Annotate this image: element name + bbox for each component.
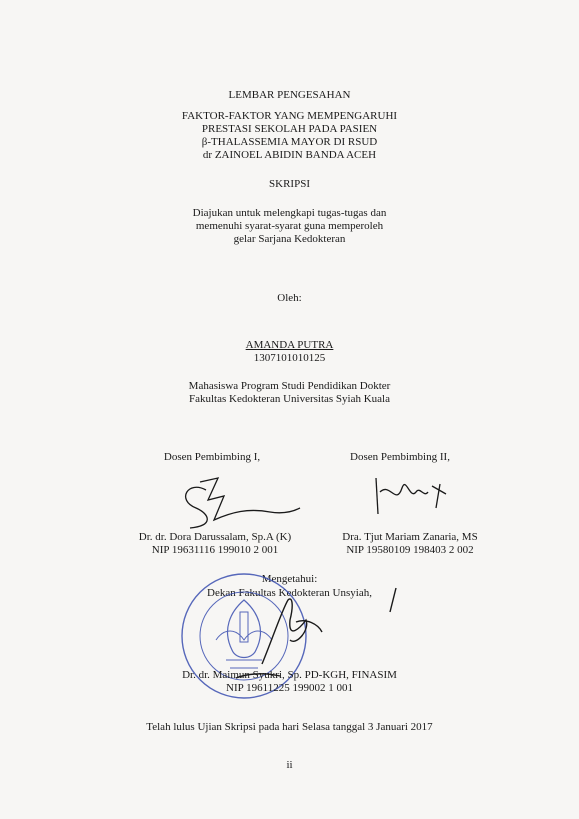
- signature-dean: [236, 588, 396, 678]
- author-nim: 1307101010125: [253, 352, 326, 364]
- thesis-title-line: dr ZAINOEL ABIDIN BANDA ACEH: [202, 149, 377, 161]
- by-label: Oleh:: [277, 292, 302, 304]
- document-type: SKRIPSI: [269, 178, 310, 190]
- supervisor-2-nip: NIP 19580109 198403 2 002: [346, 544, 474, 556]
- dean-name: Dr. dr. Maimun Syukri, Sp. PD-KGH, FINASIM: [182, 669, 397, 681]
- supervisor-1-nip: NIP 19631116 199010 2 001: [151, 544, 279, 556]
- thesis-title-line: PRESTASI SEKOLAH PADA PASIEN: [201, 123, 378, 135]
- page-title: LEMBAR PENGESAHAN: [228, 89, 351, 101]
- signature-supervisor-2: [376, 478, 446, 514]
- author-affiliation: Mahasiswa Program Studi Pendidikan Dokter Fakultas Kedokteran Universitas Syiah Kuala: [188, 380, 391, 405]
- author-name: AMANDA PUTRA: [245, 339, 334, 351]
- dean-nip: NIP 19611225 199002 1 001: [226, 682, 353, 694]
- purpose-statement: Diajukan untuk melengkapi tugas-tugas dan memenuhi syarat-syarat guna memperoleh gelar Sarjana Kedokteran: [192, 207, 387, 245]
- dean-block: [0, 669, 579, 695]
- signature-supervisor-1: [186, 478, 300, 528]
- supervisor-1-name: Dr. dr. Dora Darussalam, Sp.A (K): [138, 531, 292, 543]
- page-number: ii: [286, 759, 293, 771]
- passed-statement: Telah lulus Ujian Skripsi pada hari Selasa tanggal 3 Januari 2017: [146, 721, 433, 733]
- supervisor-1-label: Dosen Pembimbing I,: [163, 451, 261, 463]
- dean-label: Dekan Fakultas Kedokteran Unsyiah,: [207, 587, 372, 599]
- thesis-title-line: FAKTOR-FAKTOR YANG MEMPENGARUHI: [181, 110, 398, 122]
- supervisor-2-name: Dra. Tjut Mariam Zanaria, MS: [342, 531, 478, 543]
- thesis-title-line: β-THALASSEMIA MAYOR DI RSUD: [201, 136, 378, 148]
- known-label: Mengetahui:: [261, 573, 318, 585]
- supervisor-2-label: Dosen Pembimbing II,: [350, 451, 450, 463]
